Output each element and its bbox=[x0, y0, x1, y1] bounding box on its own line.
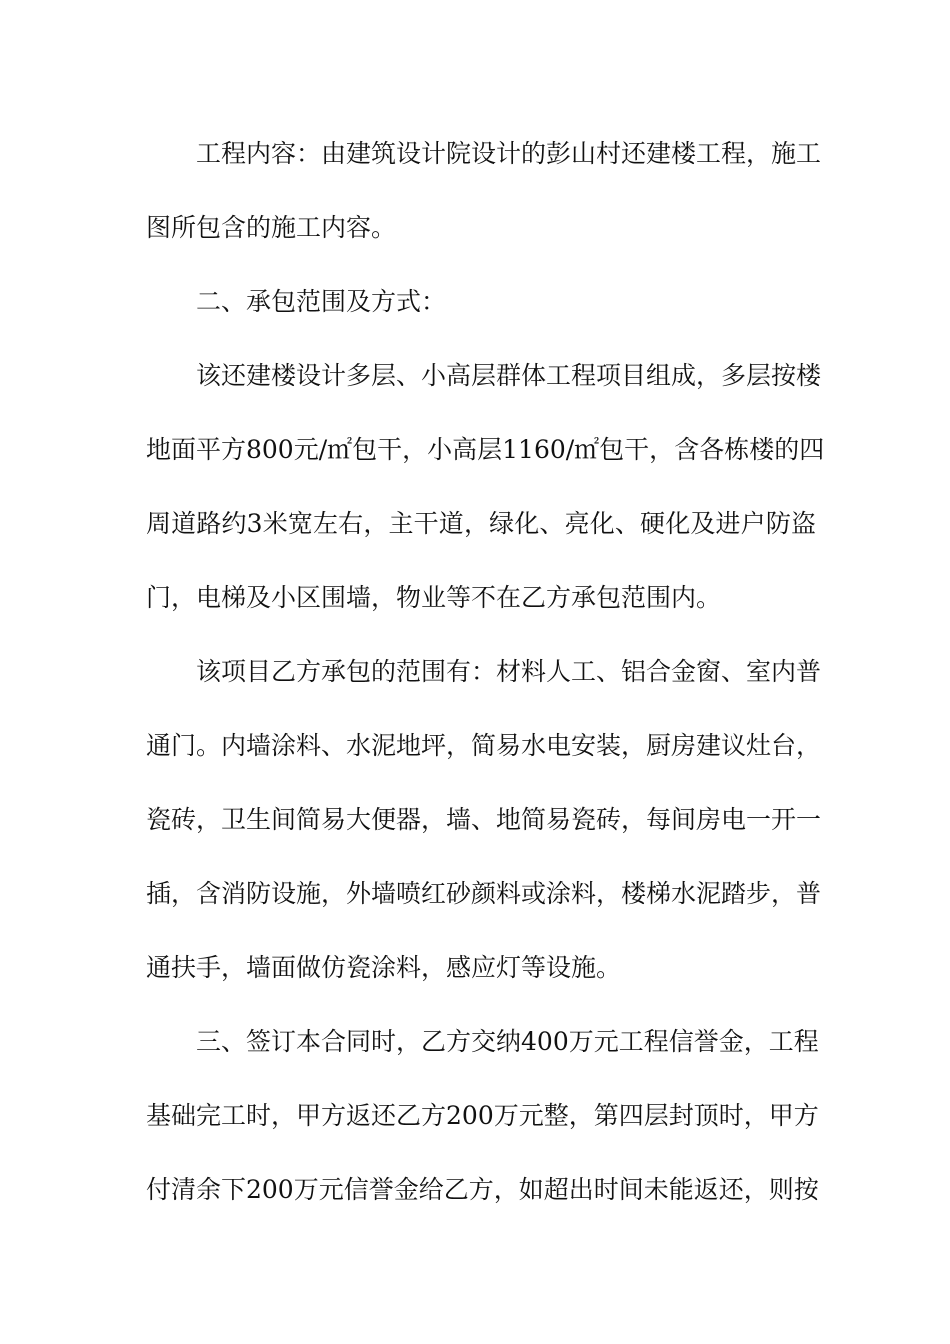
paragraph-scope-line-2: 地面平方800元/㎡包干，小高层1160/㎡包干，含各栋楼的四 bbox=[146, 435, 825, 464]
paragraph-contractor-scope-line-5: 通扶手，墙面做仿瓷涂料，感应灯等设施。 bbox=[146, 953, 622, 982]
paragraph-project-content-line-2: 图所包含的施工内容。 bbox=[146, 213, 397, 242]
paragraph-contractor-scope-line-4: 插，含消防设施，外墙喷红砂颜料或涂料，楼梯水泥踏步，普 bbox=[146, 879, 822, 908]
section-deposit-line-2: 基础完工时，甲方返还乙方200万元整，第四层封顶时，甲方 bbox=[146, 1101, 819, 1130]
paragraph-project-content-line-1: 工程内容：由建筑设计院设计的彭山村还建楼工程，施工 bbox=[196, 139, 822, 168]
paragraph-scope-line-3: 周道路约3米宽左右，主干道，绿化、亮化、硬化及进户防盗 bbox=[146, 509, 816, 538]
section-deposit-line-3: 付清余下200万元信誉金给乙方，如超出时间未能返还，则按 bbox=[146, 1175, 819, 1204]
section-heading-scope: 二、承包范围及方式： bbox=[196, 287, 447, 316]
paragraph-scope-line-4: 门，电梯及小区围墙，物业等不在乙方承包范围内。 bbox=[146, 583, 722, 612]
paragraph-contractor-scope-line-3: 瓷砖，卫生间简易大便器，墙、地简易瓷砖，每间房电一开一 bbox=[146, 805, 822, 834]
paragraph-contractor-scope-line-1: 该项目乙方承包的范围有：材料人工、铝合金窗、室内普 bbox=[196, 657, 822, 686]
paragraph-scope-line-1: 该还建楼设计多层、小高层群体工程项目组成，多层按楼 bbox=[196, 361, 822, 390]
paragraph-contractor-scope-line-2: 通门。内墙涂料、水泥地坪，简易水电安装，厨房建议灶台， bbox=[146, 731, 822, 760]
section-deposit-line-1: 三、签订本合同时，乙方交纳400万元工程信誉金，工程 bbox=[196, 1027, 819, 1056]
